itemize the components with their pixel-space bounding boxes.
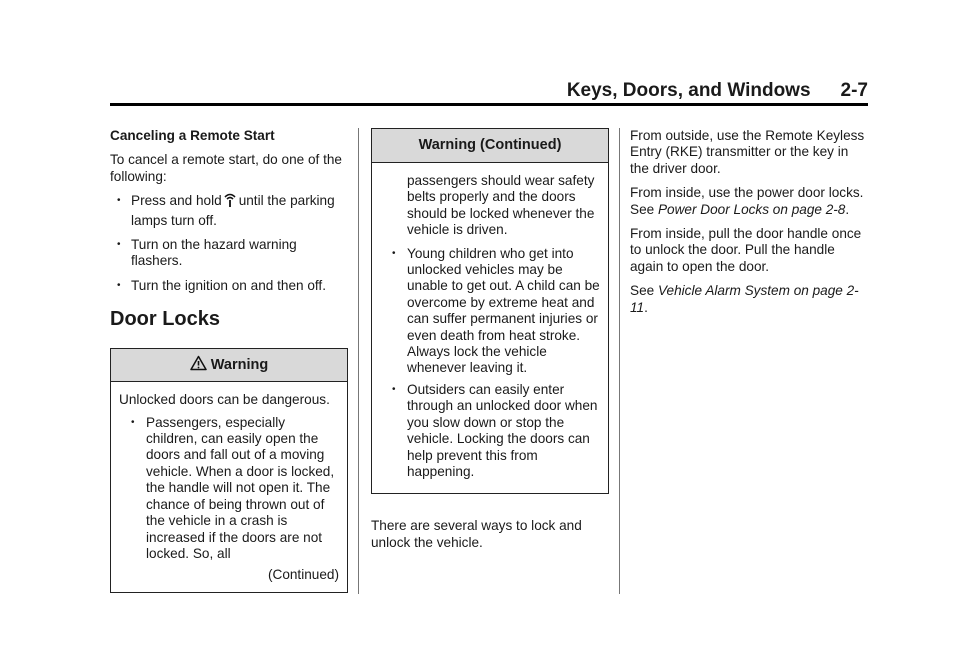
- column-2: [371, 128, 609, 559]
- remote-start-icon: [224, 193, 236, 212]
- warning-header: Warning (Continued): [372, 129, 608, 163]
- column-divider-1: [358, 128, 359, 594]
- heading-door-locks: Door Locks: [110, 308, 221, 331]
- warning-box: [110, 348, 348, 592]
- bullet-icon: •: [117, 239, 121, 251]
- column-1: [110, 128, 348, 611]
- page-number: 2-7: [840, 80, 868, 101]
- warning-triangle-icon: [190, 355, 207, 375]
- power-locks-text: From inside, use the power door locks. See Power Door Locks on page 2-8.: [630, 185, 864, 217]
- bullet-icon: •: [117, 195, 121, 207]
- subheading-canceling: Canceling a Remote Start: [110, 128, 275, 143]
- ways-to-lock-text: There are several ways to lock and unlock the vehicle.: [371, 518, 582, 550]
- vehicle-alarm-link[interactable]: Vehicle Alarm System on page 2-11: [630, 283, 859, 315]
- list-item: • Outsiders can easily enter through an unlocked door when you slow down or stop the vehicle. Locking the doors can help prevent this from happening.: [392, 381, 598, 479]
- bullet-icon: •: [392, 383, 396, 395]
- continued-label: (Continued): [267, 567, 339, 583]
- bullet-icon: •: [117, 279, 121, 291]
- warning-title: Warning: [210, 357, 269, 374]
- door-handle-text: From inside, pull the door handle once to unlock the door. Pull the handle again to open the door.: [630, 226, 862, 274]
- column-3: [630, 128, 868, 324]
- outside-text: From outside, use the Remote Keyless Entry (RKE) transmitter or the key in the driver door.: [630, 128, 865, 176]
- list-item: • Press and hold until the parking lamps turn off.: [117, 193, 335, 228]
- warning-lead: passengers should wear safety belts properly and the doors should be locked whenever the vehicle is driven.: [407, 173, 595, 238]
- power-door-locks-link[interactable]: Power Door Locks on page 2-8: [657, 201, 846, 217]
- warning-body: [372, 163, 608, 493]
- section-title: Keys, Doors, and Windows: [566, 80, 811, 101]
- warning-box-continued: [371, 128, 609, 494]
- intro-text: To cancel a remote start, do one of the following:: [110, 152, 342, 184]
- column-divider-2: [619, 128, 620, 594]
- page-header: [110, 80, 868, 104]
- list-item: • Young children who get into unlocked vehicles may be unable to get out. A child can be overcome by extreme heat and can suffer permanent injuries or even death from heat stroke. Always lock the vehicle whenever leaving it.: [392, 245, 600, 376]
- list-item: • Turn the ignition on and then off.: [117, 277, 326, 293]
- warning-body: [111, 382, 347, 591]
- list-item: • Turn on the hazard warning flashers.: [117, 237, 297, 269]
- warning-lead: Unlocked doors can be dangerous.: [119, 392, 330, 408]
- warning-header: [111, 349, 347, 382]
- bullet-icon: •: [131, 416, 135, 428]
- bullet-icon: •: [392, 247, 396, 259]
- header-rule: [110, 103, 868, 106]
- list-item: • Passengers, especially children, can easily open the doors and fall out of a moving vehicle. When a door is locked, the handle will not open it. The chance of being thrown out of the vehicle in a crash is increased if the doors are not locked. So, all: [131, 414, 335, 561]
- alarm-reference-text: See Vehicle Alarm System on page 2-11.: [630, 283, 859, 315]
